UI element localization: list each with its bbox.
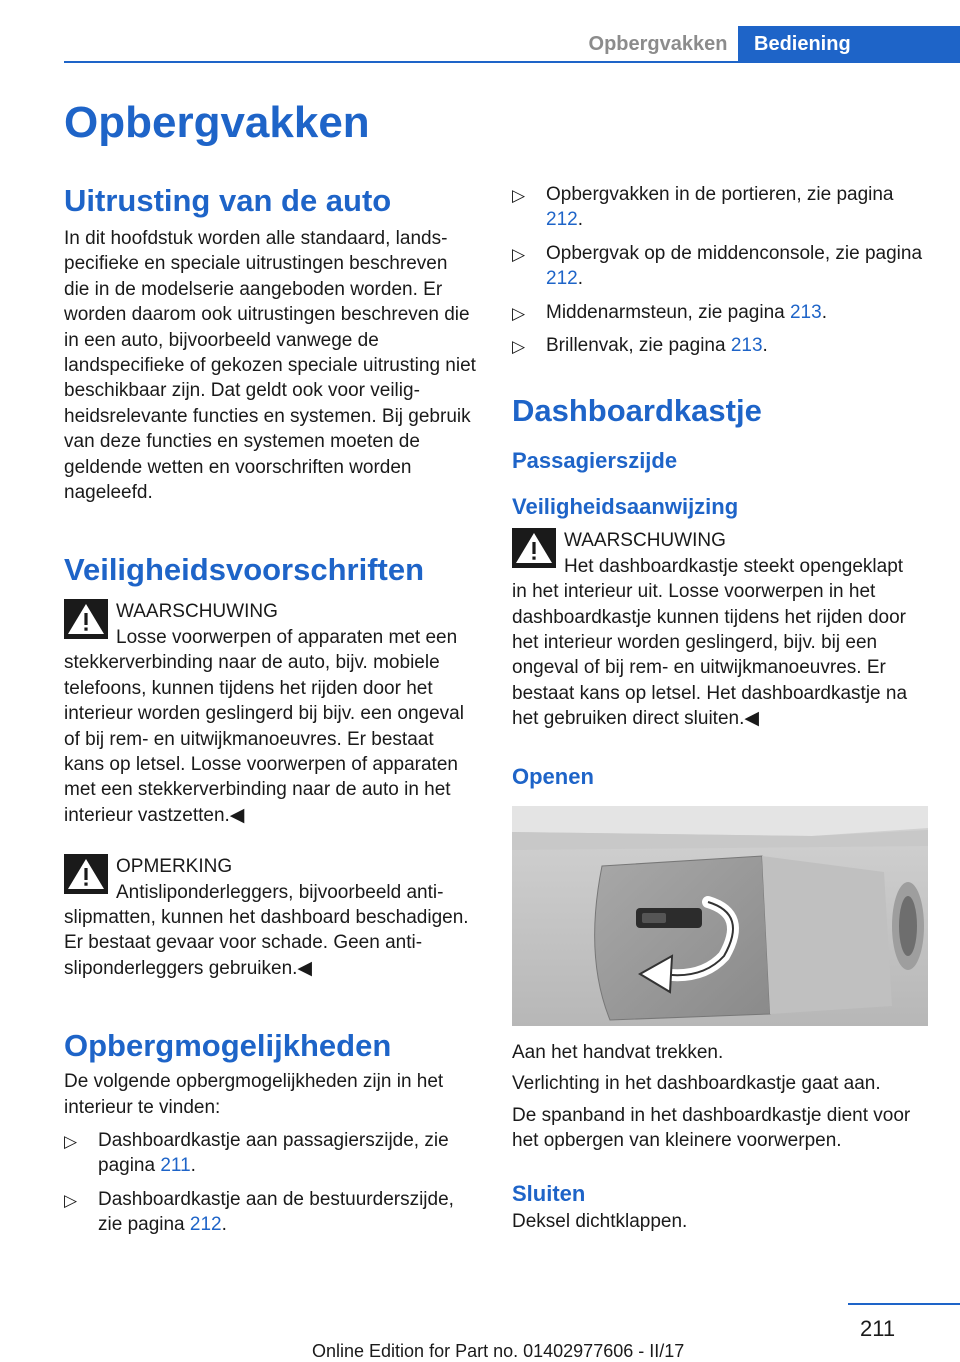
list-item: ▷ Dashboardkastje aan de bestuurderszijde, zie pagina 212.: [64, 1188, 454, 1236]
page-link[interactable]: 212: [189, 1214, 222, 1236]
bullet-triangle-icon: ▷: [512, 303, 526, 323]
list-item: ▷ Opbergvakken in de portieren, zie pagina 212.: [512, 184, 894, 231]
header-section-tab[interactable]: Opbergvakken: [588, 33, 728, 55]
list-item: ▷ Opbergvak op de middenconsole, zie pagina 212.: [512, 242, 923, 290]
warning-text-2-first: Het dashboardkastje steekt opengeklapt: [564, 555, 904, 577]
warning-text-1-first: Losse voorwerpen of apparaten met een: [116, 626, 458, 648]
warning-label-1: WAARSCHUWING: [116, 601, 278, 623]
left-column: [64, 182, 478, 1246]
storage-list-right: [512, 182, 930, 358]
notice-block: [64, 854, 478, 981]
page-link[interactable]: 211: [160, 1155, 191, 1177]
bullet-triangle-icon: ▷: [64, 1190, 78, 1210]
paragraph-close: Deksel dichtklappen.: [512, 1211, 688, 1233]
warning-triangle-icon: [64, 599, 108, 639]
warning-triangle-icon: [64, 854, 108, 894]
heading-veiligheidsaanwijzing: Veiligheidsaanwijzing: [512, 494, 739, 520]
page-title: Opbergvakken: [64, 98, 370, 147]
list-item: ▷ Dashboardkastje aan passagierszijde, zie pagina 211.: [64, 1129, 449, 1177]
paragraph-light: Verlichting in het dashboardkastje gaat aan.: [512, 1073, 881, 1095]
warning-triangle-icon: [512, 528, 556, 568]
page-number: 211: [860, 1316, 896, 1341]
storage-list-left: [64, 1128, 478, 1238]
right-column: [512, 182, 930, 1235]
edition-note: Online Edition for Part no. 01402977606 - II/17: [312, 1341, 685, 1361]
notice-text-first: Antisliponderleggers, bijvoorbeeld anti-: [116, 881, 444, 903]
page-link[interactable]: 213: [789, 301, 822, 323]
warning-block-1: [64, 599, 478, 828]
heading-uitrusting: Uitrusting van de auto: [64, 183, 392, 218]
paragraph-pull: Aan het handvat trekken.: [512, 1041, 724, 1063]
list-item: ▷ Middenarmsteun, zie pagina 213.: [512, 300, 930, 325]
paragraph-opbergmogelijkheden: De volgende opbergmogelijkheden zijn in het interieur te vinden:: [64, 1071, 444, 1118]
header-chapter-tab[interactable]: Bediening: [738, 26, 960, 62]
heading-dashboardkastje: Dashboardkastje: [512, 393, 762, 429]
heading-sluiten: Sluiten: [512, 1181, 586, 1207]
page-link[interactable]: 212: [546, 209, 578, 231]
warning-block-2: [512, 528, 930, 731]
notice-label: OPMERKING: [116, 856, 233, 878]
paragraph-strap: De spanband in het dashboardkastje dient voor het opbergen van kleinere voorwerpen.: [512, 1104, 911, 1151]
heading-veiligheidsvoorschriften: Veiligheidsvoorschriften: [64, 552, 425, 588]
glovebox-photo: [512, 806, 928, 1026]
page-link[interactable]: 212: [546, 268, 578, 290]
heading-openen: Openen: [512, 763, 594, 789]
bullet-triangle-icon: ▷: [512, 186, 526, 205]
notice-text-rest: slipmatten, kunnen het dashboard beschadigen. Er bestaat gevaar voor schade. Geen antisliponderleggers gebruiken.◀: [64, 906, 469, 979]
paragraph-uitrusting: In dit hoofdstuk worden alle standaard, landspecifieke en speciale uitrustingen beschreven die in de modelserie aangeboden worden. Er worden daarom ook uitrustingen beschreven die in een auto, bijvoorbeeld vanwege de landspecifieke of gekozen speciale uitrusting niet beschikbaar zijn. Dat geldt ook voor veiligheidsrelevante functies en systemen. Bij gebruik van deze functies en systemen moeten de geldende wetten en voorschriften worden nageleefd.: [64, 228, 476, 504]
bullet-triangle-icon: ▷: [512, 244, 526, 264]
page-link[interactable]: 213: [730, 335, 763, 357]
footer-rule: [848, 1303, 960, 1305]
warning-label-2: WAARSCHUWING: [564, 530, 726, 552]
warning-text-1-rest: stekkerverbinding naar de auto, bijv. mobiele telefoons, kunnen tijdens het rijden door het interieur worden geslingerd bij bijv. een ongeval of bij rem- en uitwijkmanoeuvres. Er bestaat kans op letsel. Losse voorwerpen of apparaten met een stekkerverbinding naar de auto in het interieur vastzetten.◀: [64, 652, 464, 826]
bullet-triangle-icon: ▷: [64, 1131, 78, 1151]
warning-text-2-rest: in het interieur uit. Losse voorwerpen in het dashboardkastje kunnen tijdens het rijden door het interieur worden geslingerd, bijv. bij een ongeval of bij rem- en uitwijkmanoeuvres. Er bestaat kans op letsel. Het dashboardkastje na het gebruiken direct sluiten.◀: [512, 581, 908, 730]
heading-opbergmogelijkheden: Opbergmogelijkheden: [64, 1028, 392, 1064]
list-item: ▷ Brillenvak, zie pagina 213.: [512, 333, 930, 358]
heading-passagierszijde: Passagierszijde: [512, 448, 678, 474]
bullet-triangle-icon: ▷: [512, 337, 526, 357]
header-rule: [64, 61, 960, 63]
